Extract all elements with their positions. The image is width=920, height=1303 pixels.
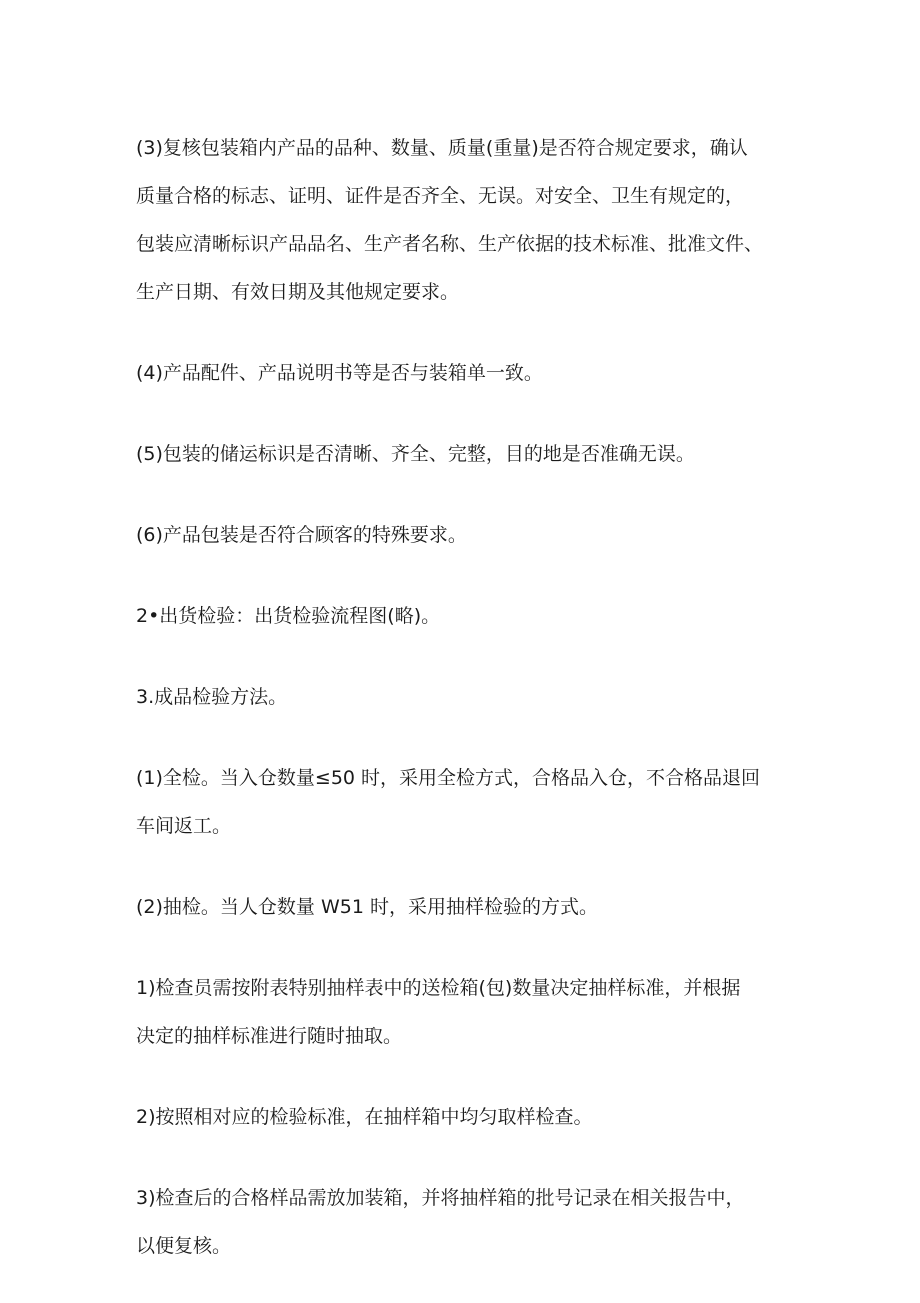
text-line: 决定的抽样标准进行随时抽取。 [136,1025,403,1047]
paragraph-customer-requirements [136,511,816,559]
text-line: 车间返工。 [136,815,232,837]
text-line: 以便复核。 [136,1235,232,1257]
text-line: (5)包装的储运标识是否清晰、齐全、完整，目的地是否准确无误。 [136,443,695,465]
text-line: 1)检查员需按附表特别抽样表中的送检箱(包)数量决定抽样标准，并根据 [136,977,741,999]
text-line: 2)按照相对应的检验标准，在抽样箱中均匀取样检查。 [136,1106,593,1128]
text-line: (1)全检。当入仓数量≤50 时，采用全检方式，合格品入仓，不合格品退回 [136,767,761,789]
paragraph-sampling-step-1 [136,964,816,1060]
paragraph-sampling-inspection [136,883,816,931]
text-line: 生产日期、有效日期及其他规定要求。 [136,281,460,303]
paragraph-accessories [136,349,816,397]
text-line: 3)检查后的合格样品需放加装箱，并将抽样箱的批号记录在相关报告中， [136,1187,745,1209]
paragraph-sampling-step-3 [136,1174,816,1270]
document-body [136,124,816,1303]
text-line: (4)产品配件、产品说明书等是否与装箱单一致。 [136,362,543,384]
text-line: 2•出货检验：出货检验流程图(略)。 [136,605,441,627]
text-line: 质量合格的标志、证明、证件是否齐全、无误。对安全、卫生有规定的， [136,185,745,207]
text-line: (3)复核包装箱内产品的品种、数量、质量(重量)是否符合规定要求，确认 [136,137,748,159]
paragraph-storage-marks [136,430,816,478]
text-line: (2)抽检。当人仓数量 W51 时，采用抽样检验的方式。 [136,896,598,918]
text-line: 3.成品检验方法。 [136,686,288,708]
paragraph-review-packing [136,124,816,316]
paragraph-sampling-step-2 [136,1093,816,1141]
paragraph-full-inspection [136,754,816,850]
paragraph-shipping-inspection [136,592,816,640]
text-line: (6)产品包装是否符合顾客的特殊要求。 [136,524,467,546]
paragraph-inspection-methods [136,673,816,721]
text-line: 包装应清晰标识产品品名、生产者名称、生产依据的技术标准、批准文件、 [136,233,764,255]
